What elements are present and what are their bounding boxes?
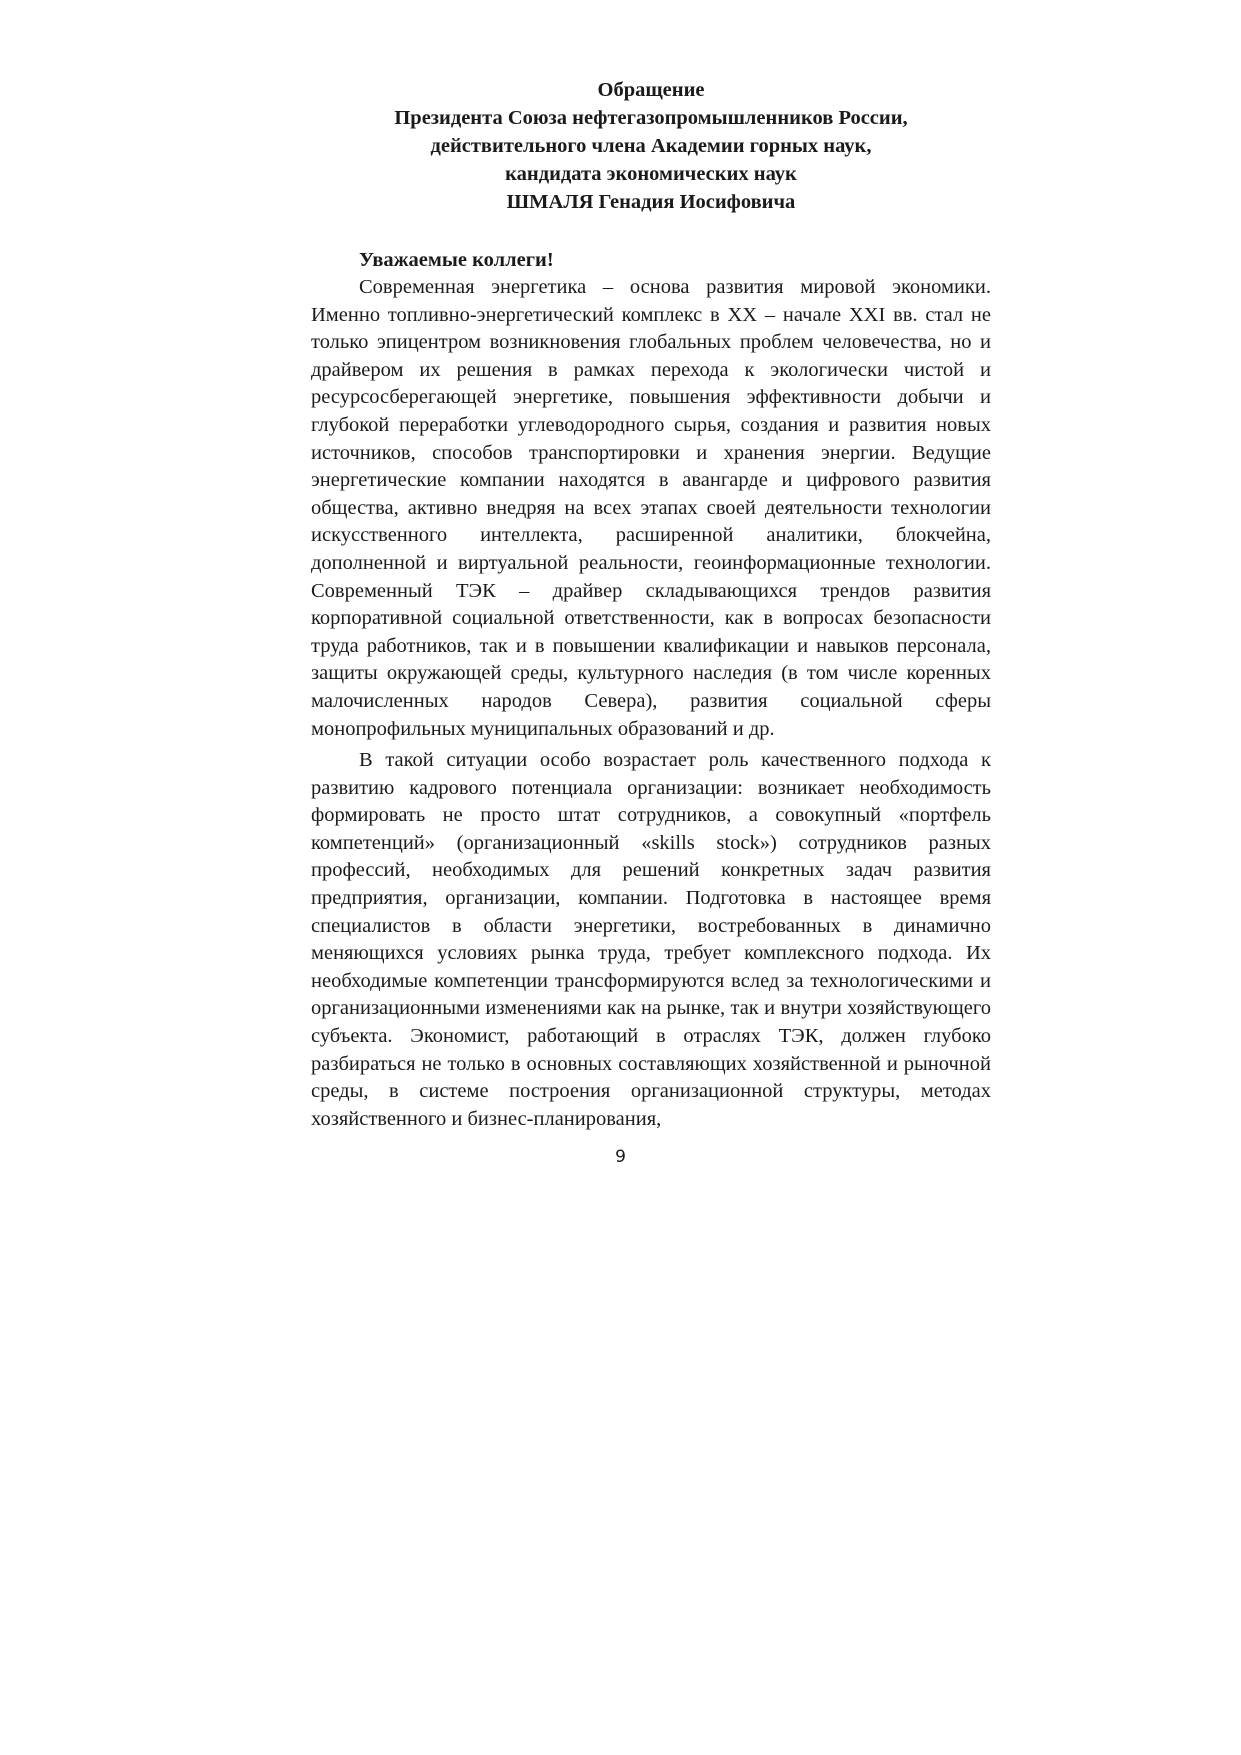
text-column xyxy=(311,76,991,1133)
heading-line-degree: кандидата экономических наук xyxy=(505,163,797,185)
greeting: Уважаемые коллеги! xyxy=(359,249,554,271)
heading-line-position: Президента Союза нефтегазопромышленников России, xyxy=(394,107,908,129)
heading-line-name: ШМАЛЯ Генадия Иосифовича xyxy=(506,191,796,213)
page-number: 9 xyxy=(615,1147,626,1167)
heading-line-academy: действительного члена Академии горных наук, xyxy=(430,135,872,157)
body-paragraph: Современная энергетика – основа развития мировой экономики. Именно топливно-энергетический комплекс в XX – начале XXI вв. стал не только эпицентром возникновения глобальных проблем человечества, но и драйвером их решения в рамках перехода к экологически чистой и ресурсосберегающей энергетике, повышения эффективности добычи и глубокой переработки углеводородного сырья, создания и развития новых источников, способов транспортировки и хранения энергии. Ведущие энергетические компании находятся в авангарде и цифрового развития общества, активно внедряя на всех этапах своей деятельности технологии искусственного интеллекта, расширенной аналитики, блокчейна, дополненной и виртуальной реальности, геоинформационные технологии. Современный ТЭК – драйвер складывающихся трендов развития корпоративной социальной ответственности, как в вопросах безопасности труда работников, так и в повышении квалификации и навыков персонала, защиты окружающей среды, культурного наследия (в том числе коренных малочисленных народов Севера), развития социальной сферы монопрофильных муниципальных образований и др. xyxy=(311,276,991,740)
heading-title: Обращение xyxy=(597,79,705,101)
address-heading xyxy=(311,76,991,216)
body-paragraph: В такой ситуации особо возрастает роль качественного подхода к развитию кадрового потенциала организации: возникает необходимость формировать не просто штат сотрудников, а совокупный «портфель компетенций» (организационный «skills stock») сотрудников разных профессий, необходимых для решений конкретных задач развития предприятия, организации, компании. Подготовка в настоящее время специалистов в области энергетики, востребованных в динамично меняющихся условиях рынка труда, требует комплексного подхода. Их необходимые компетенции трансформируются вслед за технологическими и организационными изменениями как на рынке, так и внутри хозяйствующего субъекта. Экономист, работающий в отраслях ТЭК, должен глубоко разбираться не только в основных составляющих хозяйственной и рыночной среды, в системе построения организационной структуры, методах хозяйственного и бизнес-планирования, xyxy=(311,749,991,1130)
